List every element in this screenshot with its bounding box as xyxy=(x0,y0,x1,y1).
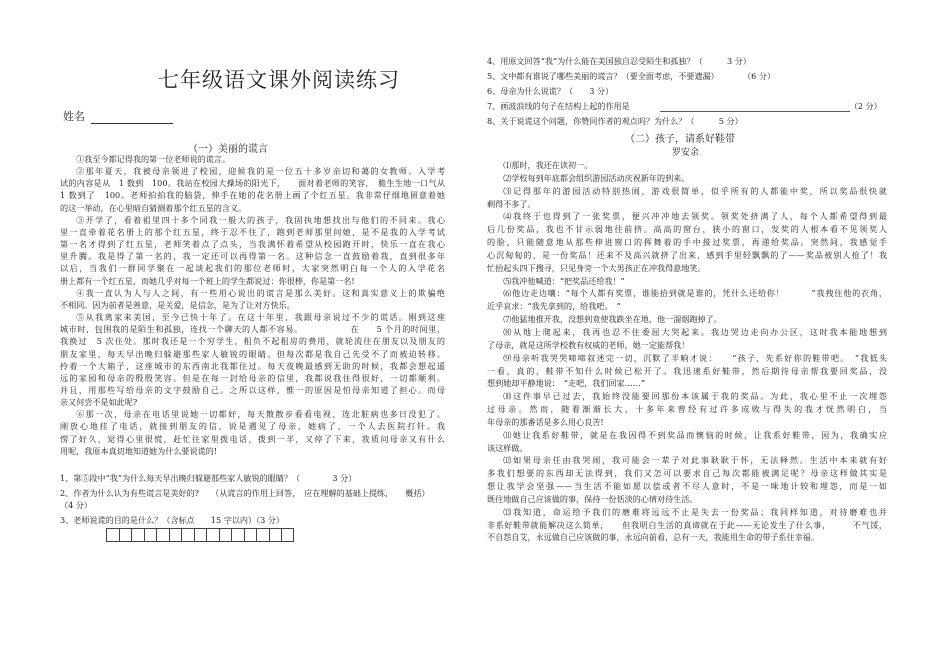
article-2-line: 既往地做自己应该做的事，保持一份恬淡的心情对待生活。 xyxy=(487,493,698,504)
answer-cell[interactable] xyxy=(169,528,182,542)
author: 罗安余 xyxy=(672,148,700,158)
article-2-line: ⒀我知道，命运给予我们的磨难将远远不止是失去一份奖品；我同样知道，对待磨难也并 xyxy=(503,506,887,517)
article-2-line: 心沉甸甸的，是一份奖品！还来不及高兴就挤了出来，感到手里轻飘飘的了——奖品被别人抢了！我 xyxy=(487,249,887,260)
section-title-1: （一）美丽的谎言 xyxy=(188,144,268,155)
article-2-line: 多我们想要的东西却无法得到，我们又怎可以要求自己每次都能被满足呢？母亲这样做其实是 xyxy=(487,468,887,479)
answer-cell[interactable] xyxy=(131,528,144,542)
article-1-line: 刚放心地挂了电话，就接到朋友的信，说是遇见了母亲，她病了，一个人去医院打针。我 xyxy=(60,421,445,432)
article-2-line: 忙抬起头四下搜寻，只见身旁一个大男孩正在冲我得意地笑。 xyxy=(487,262,706,273)
article-2-line: ⑻从地上爬起来，我再也忍不住委屈大哭起来。我边哭边走向办公区，这时我本能地想到 xyxy=(503,326,887,337)
answer-cell[interactable] xyxy=(269,528,282,542)
article-2-line: 近乎哀求：“我先拿到的，给我吧。 ” xyxy=(487,301,621,312)
article-1-line: 不相同。因为前者是善意，是关爱，是信念，是为了让对方快乐。 xyxy=(60,299,295,310)
article-1-line: 第一名才得到了红五星，老师笑着点了点头，当我满怀着希望从校园跑开时，快乐一直在我心 xyxy=(60,239,445,250)
question-8: 8、关于说谎这个问题，你赞同作者的观点吗？为什么？（ 5 分） xyxy=(487,116,743,126)
article-1-line: ④我一直认为人与人之间，有一些用心说出的谎言是那么美好。这和真实意义上的欺骗绝 xyxy=(76,287,445,298)
article-1-line: 拎着一个大箱子，这座城市的东西南北我都住过。每天夜晚最感到无助的时候，我都会想起遥 xyxy=(60,360,445,371)
article-1-line: 我换过 5 次住处。那时我还是一个穷学生，租负不起租房的费用，就轮流住在朋友以及朋友的 xyxy=(60,336,445,347)
answer-cell[interactable] xyxy=(219,528,232,542)
article-2-line: 想到她却平静地说： “走吧，我们回家……” xyxy=(487,378,646,389)
article-2-line: 一看，真的，鞋带不知什么时候已松开了。我迅速系好鞋带，然后期待母亲帮我要回奖品，没 xyxy=(487,365,887,376)
article-1-line: ①我至今都记得我的第一位老师说的谎言。 xyxy=(76,154,230,164)
article-2-line: ⑽这件事早已过去，我始终没能要回那份本该属于我的奖品。为此，我心里不止一次埋怨 xyxy=(503,391,887,402)
question-6: 6、母亲为什么说谎？（ 3 分） xyxy=(487,86,614,96)
answer-cell[interactable] xyxy=(194,528,207,542)
question-4: 4、用原文回答“我”为什么能在美国独自忍受陌生和孤独？（ 3 分） xyxy=(487,56,751,66)
answer-cell[interactable] xyxy=(281,528,294,542)
article-1-line: 里升腾。我是得了第一名的，我一定还可以再得第一名。这种信念一直鼓励着我，直到很多年 xyxy=(60,251,445,262)
article-2-line: 剩得不多了。 xyxy=(487,198,536,209)
question-7-score: （2 分） xyxy=(849,101,882,111)
article-2-line: 该这样做。 xyxy=(487,442,528,453)
name-blank[interactable] xyxy=(91,112,173,124)
article-2-line: 了母亲，就是这所学校教有权威的老师，她一定能帮我！ xyxy=(487,339,690,350)
question-7-blank[interactable] xyxy=(660,102,850,112)
question-3: 3、老师说谎的目的是什么？（含标点 15 字以内）（3 分） xyxy=(60,515,285,525)
question-2-score: （4 分） xyxy=(60,500,93,510)
answer-cell[interactable] xyxy=(206,528,219,542)
page-title: 七年级语文课外阅读练习 xyxy=(158,68,400,92)
article-2-line: ⑴那时，我还在读初一。 xyxy=(503,160,593,170)
article-2-line: 想让我学会坚强——当生活不能如愿以偿或者不尽人意时，不是一味地计较和埋怨，而是一如 xyxy=(487,481,887,492)
article-2-line: ⑵学校每到年底都会组织游园活动庆祝新年的到来。 xyxy=(503,172,690,183)
question-2: 2、作者为什么认为有些谎言是美好的? （从谎言的作用上回答， 应在理解的基础上提练， 概括） xyxy=(60,488,430,498)
answer-cell[interactable] xyxy=(156,528,169,542)
article-2-line: ⑶记得那年的游园活动特别热闹，游戏很简单，似乎所有的人都能中奖，所以奖品很快就 xyxy=(503,185,887,196)
question-7-text: 7、画波浪线的句子在结构上起的作用是 xyxy=(487,101,630,111)
answer-cell[interactable] xyxy=(144,528,157,542)
section-title-2: （二）孩子，请系好鞋带 xyxy=(625,134,735,145)
article-1-line: 并且，用那些写给母亲的文字鼓励自己。之所以这样，惟一的原因是怕母亲知道了担心。而母 xyxy=(60,384,445,395)
article-2-line: ⑹他边走边嚷：“每个人都有奖票，谁能拾到就是谁的，凭什么还给你！ ”我拽住他的衣角， xyxy=(503,288,887,299)
article-1-line: 的这一举动，在心里暗自猜测着那个红五星的含义。 xyxy=(60,202,247,213)
article-2-line: 后几份奖品，我也不甘示弱地往前挤。高高的窗台，狭小的窗口，发奖的人根本看不见领奖人 xyxy=(487,224,887,235)
answer-cell[interactable] xyxy=(119,528,132,542)
name-label: 姓名 xyxy=(63,110,85,123)
article-1-line: 试的内容是从 1 数到 100。我站在校园大操场的阳光下， 面对着老师的笑容， 脆生生地一口气从 xyxy=(60,178,445,189)
answer-cell[interactable] xyxy=(244,528,257,542)
question-5: 5、文中都有谁说了哪些美丽的谎言？（要全面考虑，不要遗漏） （6 分） xyxy=(487,71,776,81)
article-2-line: 非系好鞋带就能解决这么简单， 但我明白生活的真谛就在于此——无论发生了什么事， 不气馁， xyxy=(487,519,887,530)
article-2-line: ⑷我终于也得到了一张奖票，便兴冲冲地去领奖。领奖处挤满了人，每个人都希望得到最 xyxy=(503,211,887,222)
article-1-body xyxy=(60,153,445,457)
article-1-line: 远的家园和母亲的殷殷笑容。但是在每一封给母亲的信里，我都说我住得很好，一切都顺利。 xyxy=(60,372,445,383)
question-7 xyxy=(487,100,882,112)
article-1-line: ⑥那一次，母亲在电话里说她一切都好，每天散散步看看电视，连北脏病也多日没犯了。 xyxy=(76,409,445,420)
article-2-line: ⑺他猛地推开我，没想到竟使我跌坐在地，他一溜烟跑掉了。 xyxy=(503,314,722,325)
article-2-body xyxy=(487,159,887,544)
article-2-line: ⑼母亲听我哭哭啼啼叙述完一切，沉默了半晌才说： “孩子，先系好你的鞋带吧。 ”我低头 xyxy=(503,352,887,363)
article-1-line: 亲又何尝不是如此呢? xyxy=(60,397,138,408)
name-line xyxy=(63,108,173,124)
article-1-line: 愣了好久，觉得心里很慌，赶忙往家里拨电话，拨到一半，又停了下来，我质问母亲又有什么 xyxy=(60,433,445,444)
article-2-line: ⑸我冲他喊道：“把奖品还给我！” xyxy=(503,275,625,286)
article-2-line: 不自怨自艾，永远做自己应该做的事，永远向前看，总有一天，我能用生命的带子系住幸福。 xyxy=(487,532,819,543)
article-1-line: 城市时，包围我的是陌生和孤独，连找一个聊天的人都不容易。 在 5 个月的时间里， xyxy=(60,324,445,335)
article-2-line: 年母亲的那番话是多么用心良苦! xyxy=(487,416,604,427)
answer-cell[interactable] xyxy=(231,528,244,542)
answer-cell[interactable] xyxy=(106,528,119,542)
article-2-line: 的脸，只能随意地从那些伸进窗口的挥舞着的手中接过奖票，再递给奖品。突然间，我感觉手 xyxy=(487,237,887,248)
article-1-line: 朋友家里，每天早出晚归躲避那些家人敏锐的眼睛。但每次都是我自己先受不了而被迫转移。 xyxy=(60,348,445,359)
article-2-line: 过母亲。然而，随着渐渐长大，十多年来曾经有过许多成败与得失的我才恍然明白，当 xyxy=(487,404,887,415)
article-1-line: 册上都有一个红五星，而她几乎对每一个班上的学生都说过：你很棒，你是第一名! xyxy=(60,275,355,286)
article-1-line: 用呢，我原本真切地知道她为什么要说谎的! xyxy=(60,445,218,456)
article-1-line: ③开学了，看着祖里四十多个同我一般大的孩子，我固执地想找出与他们的不同来。我心 xyxy=(76,214,445,225)
answer-grid[interactable] xyxy=(106,528,294,542)
article-1-line: ②那年夏天，我被母亲领进了校园，迎候我的是一位五十多岁亲切和蔼的女教师。入学考 xyxy=(76,166,445,177)
article-1-line: 以后，当我们一群同学聚在一起谈起我们的那位老师时，大家突然明白每一个人的入学花名 xyxy=(60,263,445,274)
article-2-line: ⑾她让我系好鞋带，就是在我因得不到奖品而懊恼的时候，让我系好鞋带，因为，我确实应 xyxy=(503,429,887,440)
article-1-line: ⑤从我离家来美国，至今已快十年了。在这十年里，我跟母亲说过不少的谎话。刚到这座 xyxy=(76,312,445,323)
article-1-line: 1 数到了 100。老师拍拍我的脑袋，伸手在她的花名册上画了个红五星。我非常仔细地留意着她 xyxy=(60,190,445,201)
answer-cell[interactable] xyxy=(181,528,194,542)
answer-cell[interactable] xyxy=(256,528,269,542)
question-1: 1、第⑤段中“我”为什么每天早出晚归躲避那些家人敏锐的眼睛？（ 3 分） xyxy=(60,473,357,483)
article-1-line: 里一直牵着花名册上的那个红五星，终于忍不住了，跑到老师那里问她，是不是我的入学考试 xyxy=(60,226,445,237)
article-2-line: ⑿如果母亲任由我哭闹，我可能会一辈子对此事耿耿于怀，无法释然。生活中本来就有好 xyxy=(503,455,887,466)
